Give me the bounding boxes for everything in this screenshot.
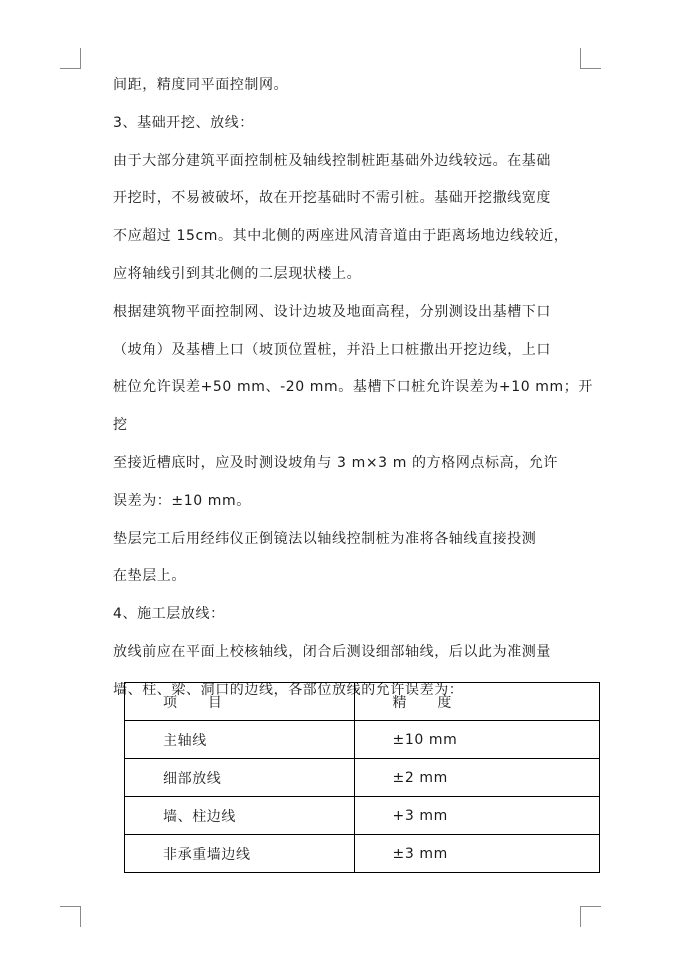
crop-mark-bottom-left <box>60 906 81 927</box>
table-row <box>125 721 600 759</box>
table-cell-precision: ±3 mm <box>354 835 599 873</box>
text-line: 桩位允许误差+50 mm、-20 mm。基槽下口桩允许误差为+10 mm；开挖 <box>113 379 593 434</box>
crop-mark-top-left <box>60 48 81 69</box>
table-cell-item: 非承重墙边线 <box>125 835 355 873</box>
text-line: 误差为：±10 mm。 <box>113 492 251 509</box>
text-line: 垫层完工后用经纬仪正倒镜法以轴线控制桩为准将各轴线直接投测 <box>113 530 537 547</box>
text-line: 至接近槽底时，应及时测设坡角与 3 m×3 m 的方格网点标高，允许 <box>113 454 559 471</box>
paragraph-foundation-trench <box>113 294 593 521</box>
table-header-precision: 精 度 <box>354 683 599 721</box>
text-line: 墙、柱、梁、洞口的边线，各部位放线的允许误差为： <box>113 681 464 698</box>
text-line: 在垫层上。 <box>113 568 186 585</box>
paragraph-excavation-pile <box>113 143 593 294</box>
text-line: 不应超过 15cm。其中北侧的两座进风清音道由于距离场地边线较近， <box>113 228 569 245</box>
table-row <box>125 759 600 797</box>
paragraph-cushion-layer <box>113 521 593 597</box>
text-line: （坡角）及基槽上口（坡顶位置桩，并沿上口桩撒出开挖边线，上口 <box>113 341 551 358</box>
paragraph-control-network: 间距，精度同平面控制网。 <box>113 77 289 93</box>
table-cell-item: 细部放线 <box>125 759 355 797</box>
table-cell-item: 主轴线 <box>125 721 355 759</box>
table-header-row <box>125 683 600 721</box>
heading-construction-layer: 4、施工层放线： <box>113 606 225 623</box>
table-cell-item: 墙、柱边线 <box>125 797 355 835</box>
text-line: 应将轴线引到其北侧的二层现状楼上。 <box>113 265 362 282</box>
document-body <box>113 67 593 710</box>
table-cell-precision: +3 mm <box>354 797 599 835</box>
tolerance-table <box>124 682 600 873</box>
text-line: 根据建筑物平面控制网、设计边坡及地面高程，分别测设出基槽下口 <box>113 303 551 320</box>
table-row <box>125 835 600 873</box>
crop-mark-top-right <box>580 48 601 69</box>
text-line: 开挖时，不易被破坏，故在开挖基础时不需引桩。基础开挖撒线宽度 <box>113 190 551 207</box>
text-line: 由于大部分建筑平面控制桩及轴线控制桩距基础外边线较远。在基础 <box>113 152 551 169</box>
table-header-item: 项 目 <box>125 683 355 721</box>
heading-foundation-excavation: 3、基础开挖、放线： <box>113 114 254 131</box>
table-row <box>125 797 600 835</box>
text-line: 放线前应在平面上校核轴线，闭合后测设细部轴线，后以此为准测量 <box>113 643 551 660</box>
crop-mark-bottom-right <box>580 906 601 927</box>
table-cell-precision: ±2 mm <box>354 759 599 797</box>
table-cell-precision: ±10 mm <box>354 721 599 759</box>
